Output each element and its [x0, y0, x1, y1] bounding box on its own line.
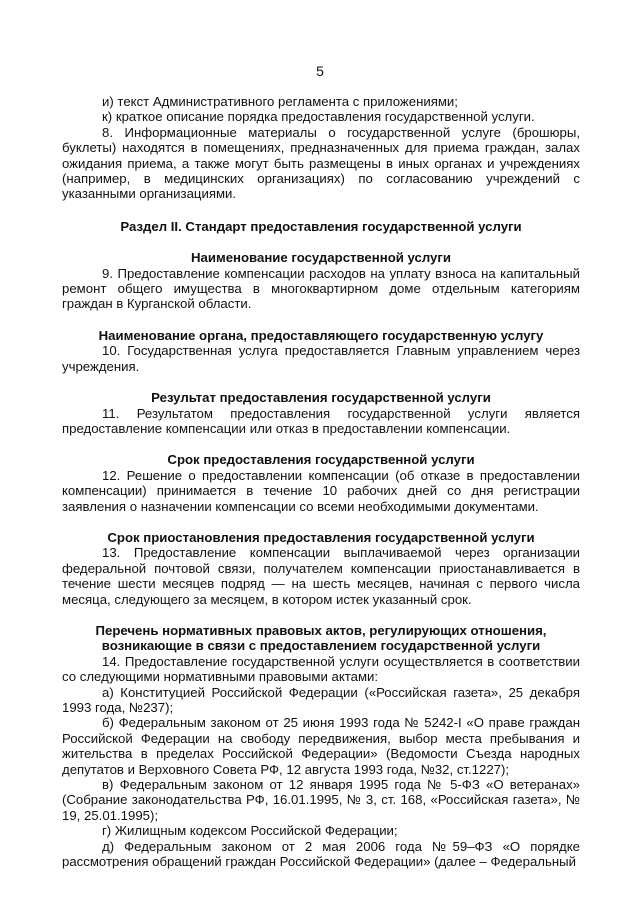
paragraph: к) краткое описание порядка предоставления государственной услуги.	[102, 109, 535, 125]
subsection-heading: Перечень нормативных правовых актов, регулирующих отношения, возникающие в связи с предоставлением государственной услуги	[95, 622, 547, 654]
section-heading: Раздел II. Стандарт предоставления государственной услуги	[120, 218, 522, 234]
paragraph: 11. Результатом предоставления государственной услуги является предоставление компенсации или отказ в предоставлении компенсации.	[62, 405, 580, 436]
paragraph: 14. Предоставление государственной услуги осуществляется в соответствии со следующими нормативными правовыми актами:	[62, 653, 580, 685]
subsection-heading: Наименование государственной услуги	[190, 250, 451, 266]
paragraph: б) Федеральным законом от 25 июня 1993 года № 5242-I «О праве граждан Российской Федерации на свободу передвижения, выбор места пребывания и жительства в пределах Российской Федерации» (Ведомости Съезда народных депутатов и Верховного Совета РФ, 12 августа 1993 года, №32, ст.1227);	[62, 715, 580, 777]
subsection-heading: Срок предоставления государственной услуги	[167, 452, 475, 468]
paragraph: 9. Предоставление компенсации расходов на уплату взноса на капитальный ремонт общего имущества в многоквартирном доме отдельным категориям граждан в Курганской области.	[62, 265, 580, 312]
paragraph: г) Жилищным кодексом Российской Федерации;	[102, 823, 398, 839]
subsection-heading: Наименование органа, предоставляющего государственную услугу	[98, 327, 544, 343]
paragraph: 10. Государственная услуга предоставляется Главным управлением через учреждения.	[62, 343, 580, 374]
paragraph: а) Конституцией Российской Федерации («Российская газета», 25 декабря 1993 года, №237);	[62, 684, 580, 715]
paragraph: в) Федеральным законом от 12 января 1995 года № 5-ФЗ «О ветеранах» (Собрание законодательства РФ, 16.01.1995, № 3, ст. 168, «Российская газета», № 19, 25.01.1995);	[62, 777, 580, 823]
paragraph: 8. Информационные материалы о государственной услуге (брошюры, буклеты) находятся в помещениях, предназначенных для приема граждан, залах ожидания приема, а также могут быть размещены в иных органах и учреждениях (например, в медицинских организациях) по согласованию учреждений с указанными организациями.	[62, 124, 580, 202]
paragraph: 13. Предоставление компенсации выплачиваемой через организации федеральной почтовой связи, получателем компенсации приостанавливается в течение шести месяцев подряд — на шесть месяцев, начиная с первого числа месяца, следующего за месяцем, в котором истек указанный срок.	[62, 545, 580, 607]
paragraph: 12. Решение о предоставлении компенсации (об отказе в предоставлении компенсации) принимается в течение 10 рабочих дней со дня регистрации заявления о назначении компенсации со всеми необходимыми документами.	[62, 467, 580, 514]
subsection-heading: Результат предоставления государственной услуги	[151, 390, 491, 406]
subsection-heading: Срок приостановления предоставления государственной услуги	[107, 529, 535, 545]
paragraph: и) текст Административного регламента с приложениями;	[102, 94, 458, 109]
paragraph: д) Федеральным законом от 2 мая 2006 года №59–ФЗ «О порядке рассмотрения обращений граждан Российской Федерации» (далее – Федеральный	[62, 838, 580, 870]
document-body	[62, 94, 580, 869]
page-number: 5	[316, 63, 324, 79]
